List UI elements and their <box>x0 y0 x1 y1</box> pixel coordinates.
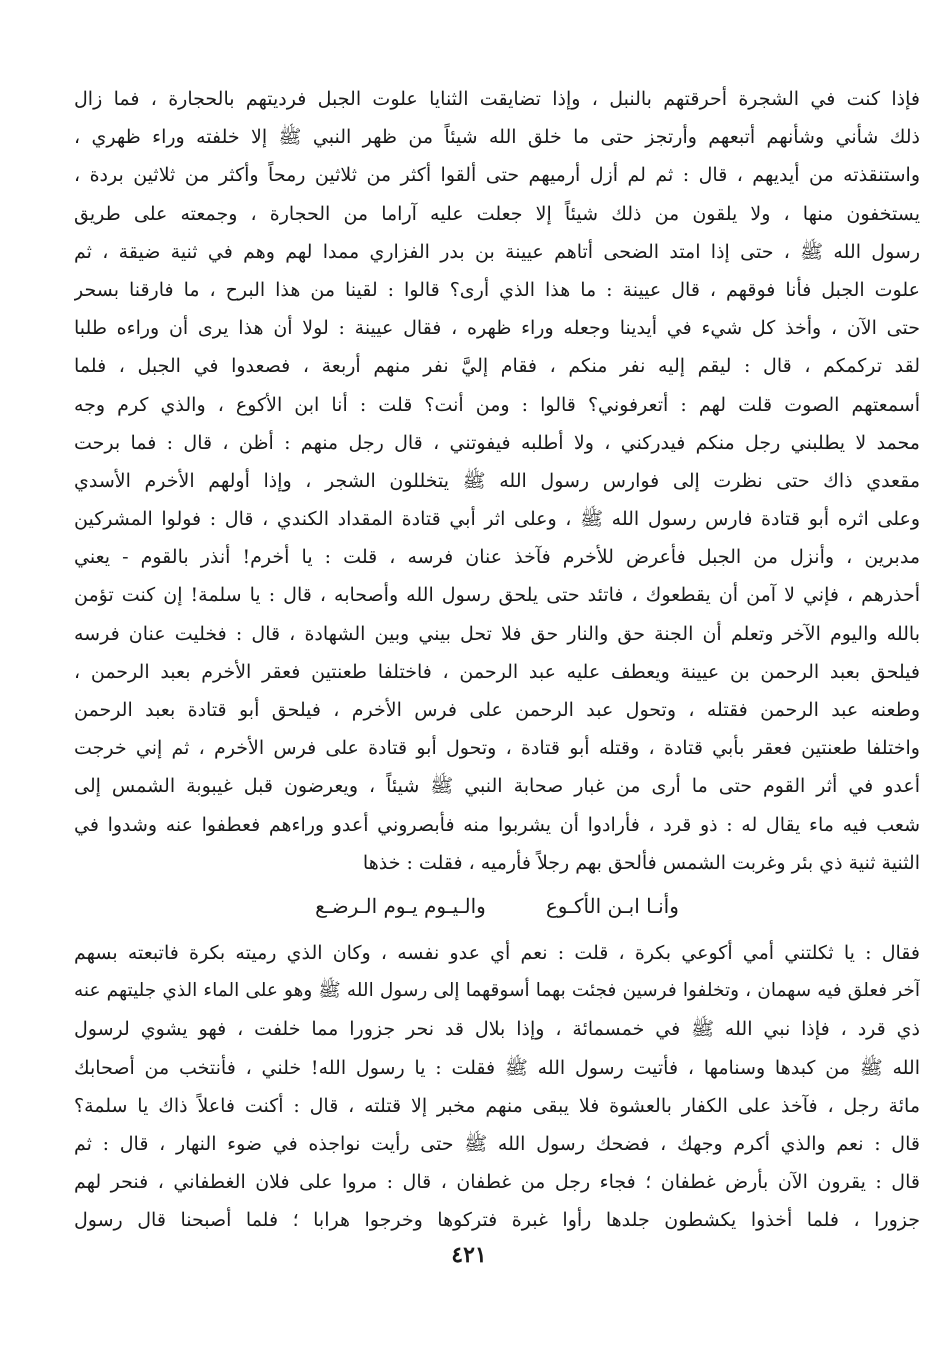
text-line: يستخفون منها ، ولا يلقون من ذلك شيئاً إلا جعلت عليه آراما من الحجارة ، وجمعته على طريق <box>74 202 920 225</box>
text-line: بالله واليوم الآخر وتعلم أن الجنة حق والنار حق فلا تحل بيني وبين الشهادة ، قال : فخليت عنان فرسه <box>74 622 920 645</box>
text-line: شعب فيه ماء يقال له : ذو قرد ، فأرادوا أن يشربوا منه فأبصروني أعدو وراءهم فعطفوا عنه وشدوا في <box>74 813 920 836</box>
text-line: الله ﷺ من كبدها وسنامها ، فأتيت رسول الله ﷺ فقلت : يا رسول الله! خلني ، فأنتخب من أصحابك <box>74 1056 920 1079</box>
verse-hemistich-second: والـيـوم يـوم الـرضـع <box>315 893 486 918</box>
text-line: واختلفا طعنتين فعقر بأبي قتادة ، وقتله أبو قتادة ، وتحول أبو قتادة على فرس الأخرم ، ثم إني خرجت <box>74 737 920 760</box>
text-line: فإذا كنت في الشجرة أحرقتهم بالنبل ، وإذا تضايقت الثنايا علوت الجبل فرديتهم بالحجارة ، فما زال <box>74 88 920 110</box>
text-line: حتى الآن ، وأخذ كل شيء في أيدينا وجعله وراء ظهره ، فقال عيينة : لولا أن هذا يرى أن وراءه طلبا <box>74 317 920 340</box>
page-number: ٤٢١ <box>451 1242 487 1268</box>
text-line: فيلحق بعبد الرحمن بن عيينة ويعطف عليه عبد الرحمن ، فاختلفا طعنتين فعقر الأخرم بعبد الرحمن ، <box>74 660 920 683</box>
text-line: أسمعتهم الصوت قلت لهم : أتعرفوني؟ قالوا : ومن أنت؟ قلت : أنا ابن الأكوع ، والذي كرم وجه <box>74 393 920 416</box>
text-line: وعلى اثره أبو قتادة فارس رسول الله ﷺ ، وعلى اثر أبي قتادة المقداد الكندي ، قال : فولوا المشركين <box>74 508 920 531</box>
text-line: مدبرين ، وأنزل من الجبل فأعرض للأخرم فآخذ عنان فرسه ، قلت : يا أخرم! أنذر بالقوم - يعني <box>74 546 920 569</box>
text-line: ذي قرد ، فإذا نبي الله ﷺ في خمسمائة ، وإذا بلال قد نحر جزورا مما خلفت ، فهو يشوي لرسول <box>74 1018 920 1041</box>
text-line: ذلك شأني وشأنهم أتبعهم وأرتجز حتى ما خلق الله شيئاً من ظهر النبي ﷺ إلا خلفته وراء ظهري ، <box>74 126 920 149</box>
text-line: علوت الجبل فأنا فوقهم ، قال عيينة : ما هذا الذي أرى؟ قالوا : لقينا من هذا البرح ، ما فارقنا بسحر <box>74 278 920 301</box>
paragraph-1 <box>74 80 920 882</box>
text-line: مائة رجل ، فآخذ على الكفار بالعشوة فلا يبقى منهم مخبر إلا قتلته ، قال : أكنت فاعلاً ذاك يا سلمة؟ <box>74 1094 920 1117</box>
paragraph-2 <box>74 934 920 1240</box>
text-line: مقعدي ذاك حتى نظرت إلى فوارس رسول الله ﷺ يتخللون الشجر ، وإذا أولهم الأخرم الأسدي <box>74 469 920 492</box>
page-body <box>74 80 920 1239</box>
text-line: فقال : يا ثكلتني أمي أكوعي بكرة ، قلت : نعم أي عدو نفسه ، وكان الذي رميته بكرة فاتبعته بسهم <box>74 941 920 964</box>
poetry-verse <box>74 884 920 934</box>
text-line: الثنية ثنية ذي بئر وغربت الشمس فألحق بهم رجلاً فأرميه ، فقلت : خذها <box>362 851 920 874</box>
text-line: وطعنه عبد الرحمن فقتله ، وتحول عبد الرحمن على فرس الأخرم ، فيلحق أبو قتادة بعبد الرحمن <box>74 699 920 721</box>
text-line: أحذرهم ، فإني لا آمن أن يقطعوك ، فاتئد حتى يلحق رسول الله وأصحابه ، قال : يا سلمة! إن كنت تؤمن <box>74 584 920 607</box>
text-line: قال : نعم والذي أكرم وجهك ، فضحك رسول الله ﷺ حتى رأيت نواجذه في ضوء النهار ، قال : ثم <box>74 1132 920 1155</box>
text-line: آخر فعلق فيه سهمان ، وتخلفوا فرسين فجئت بهما أسوقهما إلى رسول الله ﷺ وهو على الماء الذي جليتهم عنه <box>74 980 920 1002</box>
text-line: محمد لا يطلبني رجل منكم فيدركني ، ولا أطلبه فيفوتني ، قال رجل منهم : أظن ، قال : فما برحت <box>74 431 920 454</box>
text-line: واستنقذته من أيديهم ، قال : ثم لم أزل أرميهم حتى ألقوا أكثر من ثلاثين رمحاً وأكثر من ثلاثين بردة ، <box>74 164 920 187</box>
verse-hemistich-first: وأنـا ابـن الأكـوع <box>545 893 679 918</box>
text-line: قال : يقرون الآن بأرض غطفان ؛ فجاء رجل من غطفان ، قال : مروا على فلان الغطفاني ، فنحر لهم <box>74 1171 920 1194</box>
text-line: لقد تركمكم ، قال : ليقم إليه نفر منكم ، فقام إليَّ نفر منهم أربعة ، فصعدوا في الجبل ، فلما <box>74 355 920 378</box>
text-line: رسول الله ﷺ ، حتى إذا امتد الضحى أتاهم عيينة بن بدر الفزاري ممدا لهم وهم في ثنية ضيقة ، ثم <box>74 240 920 263</box>
text-line: جزورا ، فلما أخذوا يكشطون جلدها رأوا غبرة فتركوها وخرجوا هرابا ؛ فلما أصبحنا قال رسول <box>74 1209 920 1232</box>
text-line: أعدو في أثر القوم حتى ما أرى من غبار صحابة النبي ﷺ شيئاً ، ويعرضون قبل غيبوبة الشمس إلى <box>74 775 920 798</box>
